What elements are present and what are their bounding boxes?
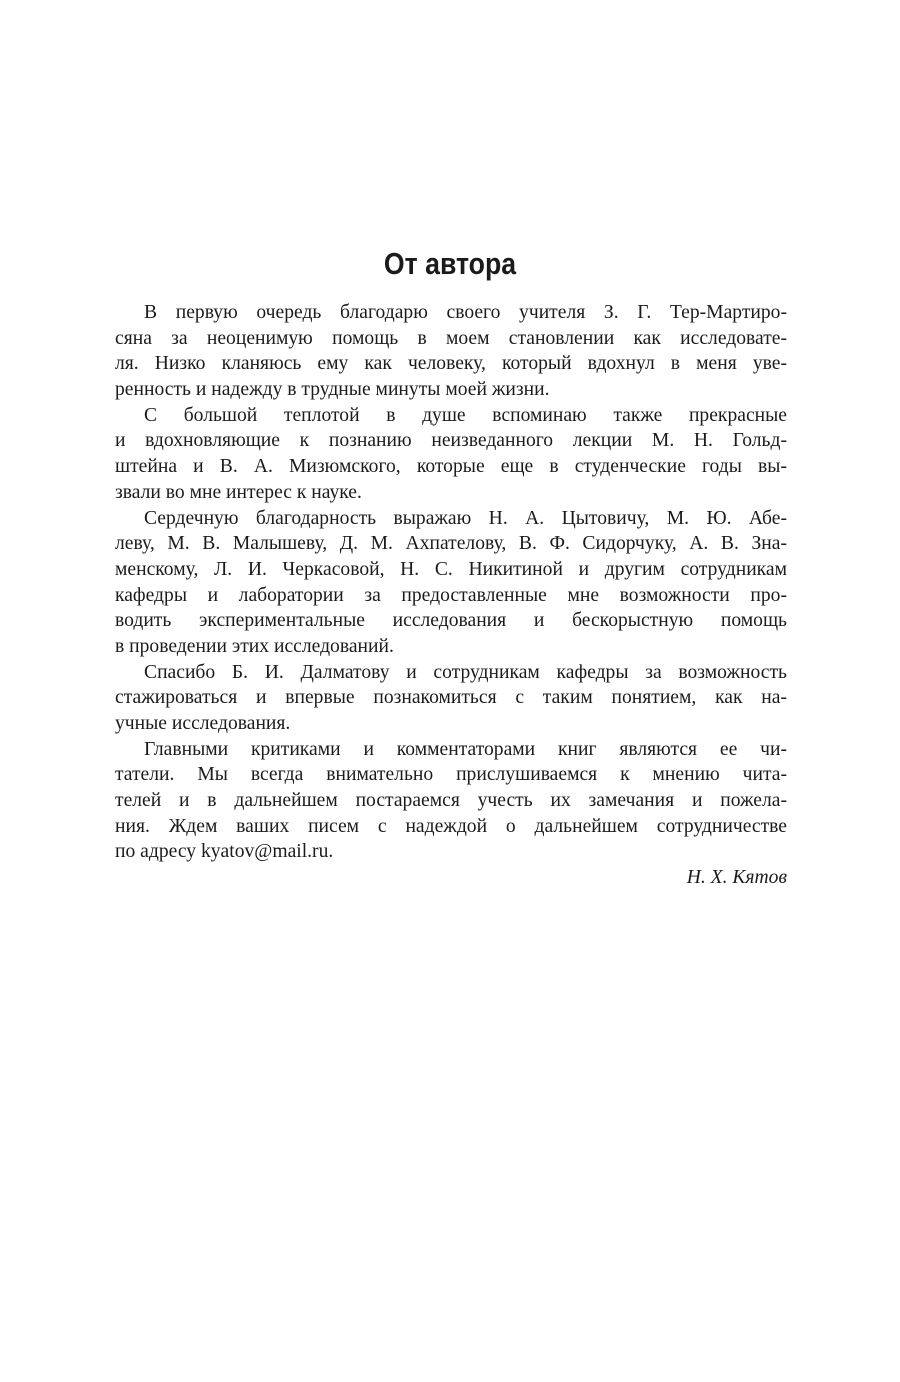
text-line: штейна и В. А. Мизюмского, которые еще в студенческие годы вы- (115, 456, 787, 478)
text-line: ренность и надежду в трудные минуты моей жизни. (115, 379, 550, 401)
text-line: по адресу kyatov@mail.ru. (115, 841, 334, 863)
text-line: и вдохновляющие к познанию неизведанного лекции М. Н. Гольд- (115, 430, 787, 452)
text-line: в проведении этих исследований. (115, 635, 394, 657)
text-line: ля. Низко кланяюсь ему как человеку, который вдохнул в меня уве- (115, 353, 787, 375)
text-line: татели. Мы всегда внимательно прислушиваемся к мнению чита- (115, 764, 787, 786)
text-line: телей и в дальнейшем постараемся учесть их замечания и пожела- (115, 790, 787, 812)
paragraph (115, 660, 787, 737)
text-line: ния. Ждем ваших писем с надеждой о дальнейшем сотрудничестве (115, 815, 787, 837)
paragraph (115, 737, 787, 865)
page-title: От автора (383, 246, 517, 281)
text-line: С большой теплотой в душе вспоминаю также прекрасные (144, 404, 787, 426)
author-signature: Н. Х. Кятов (686, 867, 787, 889)
text-line: менскому, Л. И. Черкасовой, Н. С. Никитиной и другим сотрудникам (115, 558, 787, 580)
body-text (115, 300, 787, 891)
text-line: кафедры и лаборатории за предоставленные мне возможности про- (115, 584, 787, 606)
text-line: Спасибо Б. И. Далматову и сотрудникам кафедры за возможность (144, 661, 787, 683)
text-line: леву, М. В. Малышеву, Д. М. Ахпателову, В. Ф. Сидорчуку, А. В. Зна- (115, 533, 787, 555)
text-line: В первую очередь благодарю своего учителя З. Г. Тер-Мартиро- (144, 302, 787, 323)
text-line: Сердечную благодарность выражаю Н. А. Цытовичу, М. Ю. Абе- (144, 507, 787, 529)
paragraph (115, 300, 787, 403)
text-line: сяна за неоценимую помощь в моем становлении как исследовате- (115, 327, 787, 349)
text-line: учные исследования. (115, 713, 291, 734)
text-line: Главными критиками и комментаторами книг являются ее чи- (144, 738, 787, 760)
paragraph (115, 403, 787, 506)
text-line: водить экспериментальные исследования и бескорыстную помощь (115, 610, 787, 632)
paragraph (115, 506, 787, 660)
text-line: стажироваться и впервые познакомиться с таким понятием, как на- (115, 687, 787, 709)
text-line: звали во мне интерес к науке. (115, 481, 362, 503)
